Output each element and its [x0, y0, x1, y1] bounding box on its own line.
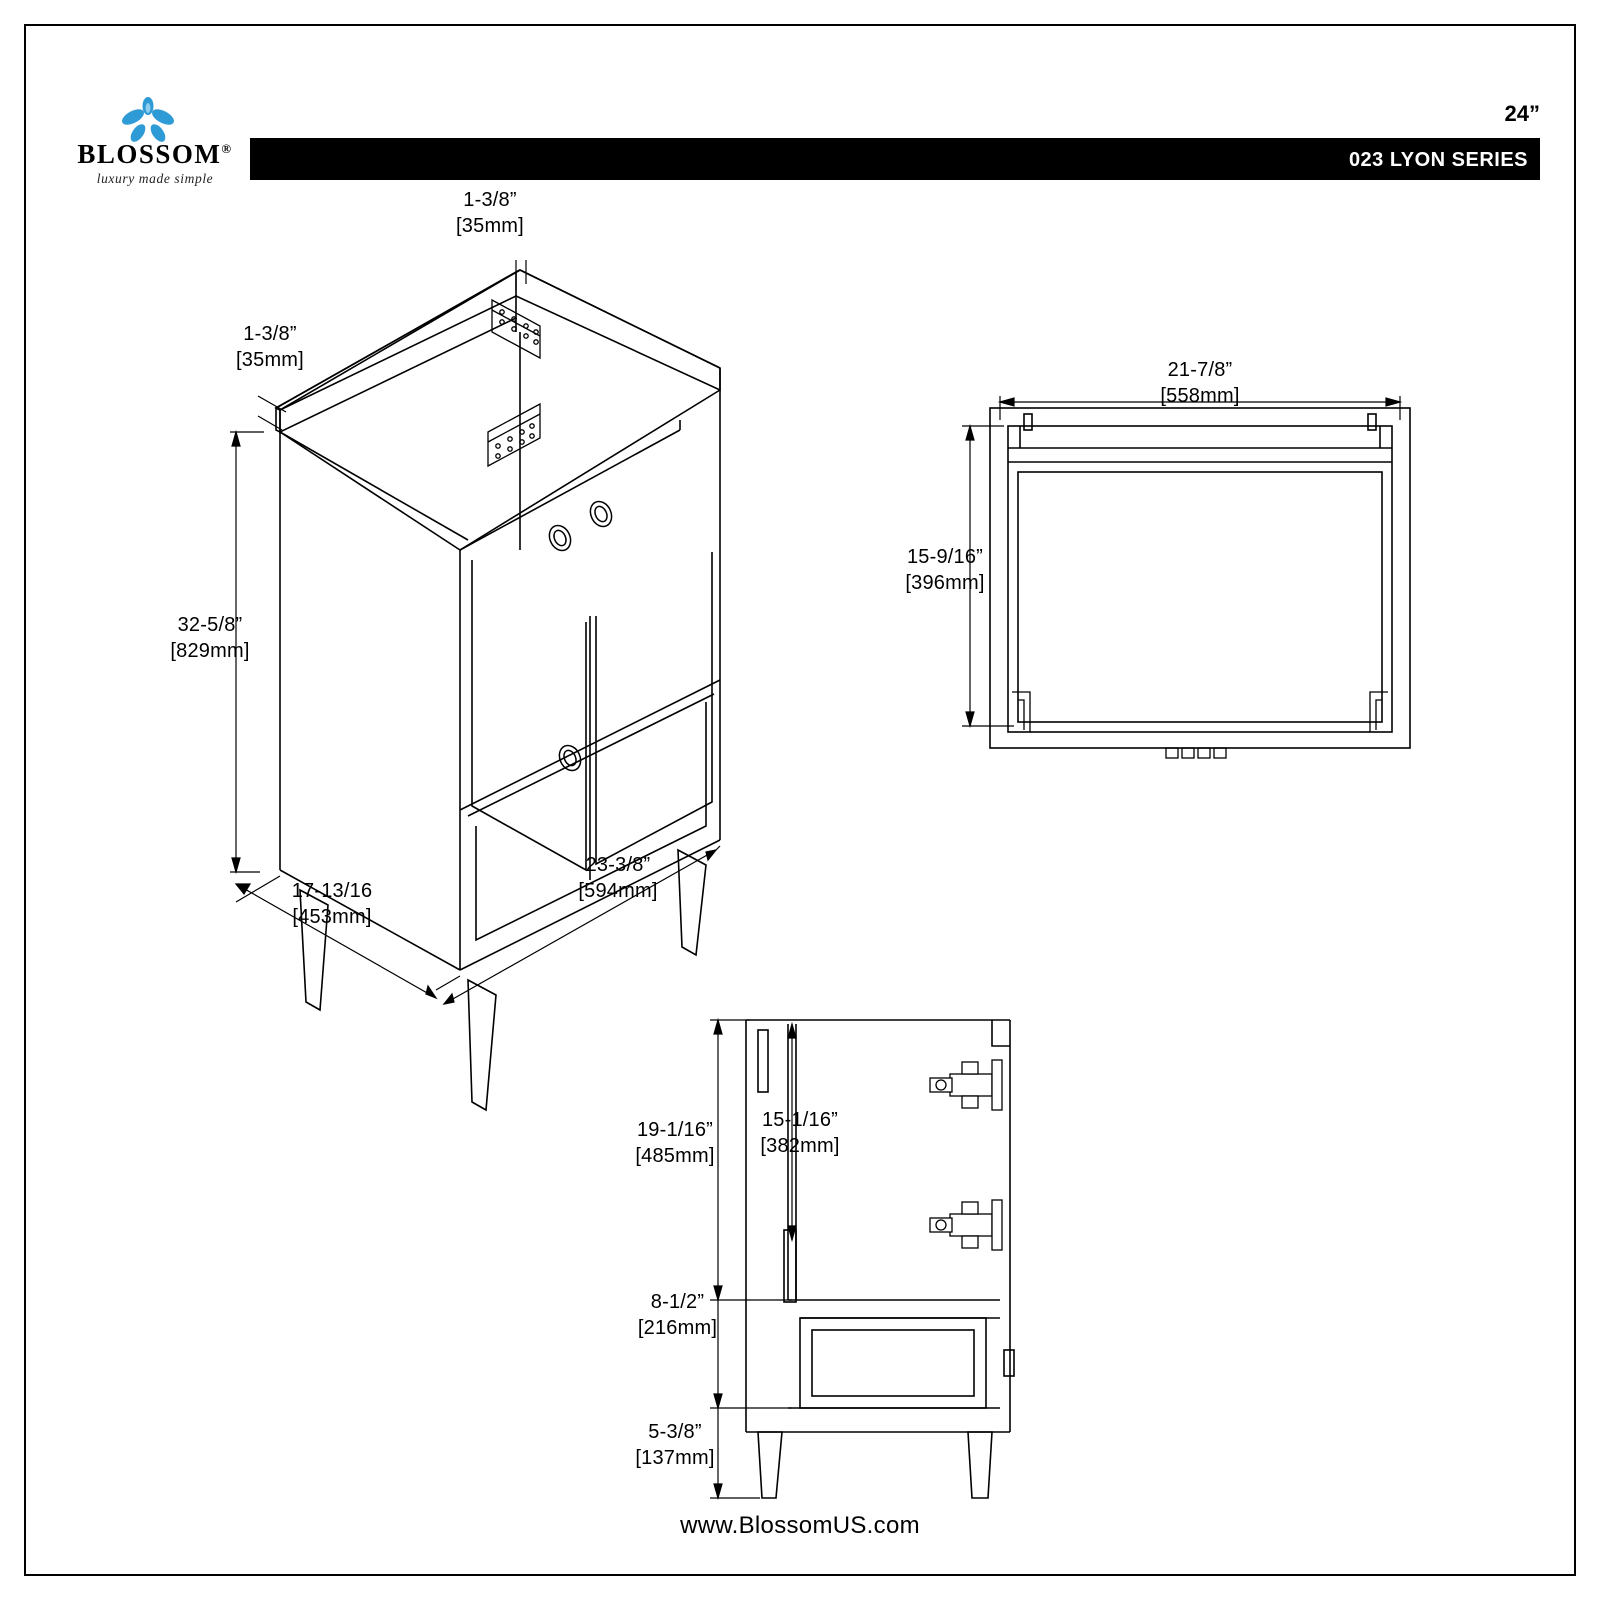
brand-registered-mark: ®: [221, 141, 233, 156]
dim-value-metric: [35mm]: [236, 348, 304, 371]
model-size-label: 24”: [1504, 101, 1540, 126]
dim-value: 15-9/16”: [906, 546, 984, 568]
dim-value: 19-1/16”: [636, 1119, 714, 1141]
dim-top-overhang-side: [180, 322, 360, 373]
dim-drawer-height: [625, 1290, 730, 1341]
dim-value-metric: [216mm]: [637, 1316, 718, 1339]
dim-value-metric: [829mm]: [170, 639, 250, 662]
dim-inner-depth: [890, 545, 1000, 596]
dim-overall-width: [528, 853, 708, 904]
footer-website[interactable]: www.BlossomUS.com: [680, 1512, 920, 1539]
dim-value: 23-3/8”: [585, 854, 651, 876]
dim-overall-height: [140, 613, 280, 664]
dim-value: 15-1/16”: [761, 1109, 839, 1131]
dim-value: 21-7/8”: [1167, 359, 1233, 381]
dim-value-metric: [396mm]: [905, 571, 985, 594]
dim-top-overhang-front: [400, 188, 580, 239]
dim-value-metric: [382mm]: [760, 1134, 840, 1157]
dim-inner-clear-height: [745, 1108, 855, 1159]
dim-inner-width: [1100, 358, 1300, 409]
top-plan-drawing: [960, 380, 1440, 780]
dim-value-metric: [594mm]: [578, 879, 658, 902]
side-section-drawing: [700, 1000, 1100, 1500]
brand-name-text: BLOSSOM: [77, 139, 222, 169]
dim-upper-cabinet-height: [620, 1118, 730, 1169]
dim-value: 32-5/8”: [177, 614, 243, 636]
dim-value-metric: [137mm]: [635, 1446, 715, 1469]
brand-tagline: luxury made simple: [96, 171, 214, 186]
dim-value: 1-3/8”: [243, 323, 297, 345]
series-label: 023 LYON SERIES: [1348, 149, 1528, 171]
dim-value-metric: [453mm]: [292, 905, 372, 928]
dim-value: 8-1/2”: [650, 1291, 705, 1313]
brand-logo: [60, 95, 250, 185]
dim-value: 1-3/8”: [463, 189, 517, 211]
page-header: [60, 95, 1540, 185]
series-bar: [250, 138, 1540, 180]
dim-leg-height: [620, 1420, 730, 1471]
brand-name: [60, 139, 250, 170]
dim-value-metric: [35mm]: [456, 214, 524, 237]
dim-value: 5-3/8”: [648, 1421, 702, 1443]
dim-value-metric: [558mm]: [1160, 384, 1240, 407]
dim-value: 17-13/16: [291, 880, 373, 902]
dim-value-metric: [485mm]: [635, 1144, 715, 1167]
blossom-flower-icon: [108, 97, 188, 143]
dim-overall-depth: [252, 879, 412, 930]
